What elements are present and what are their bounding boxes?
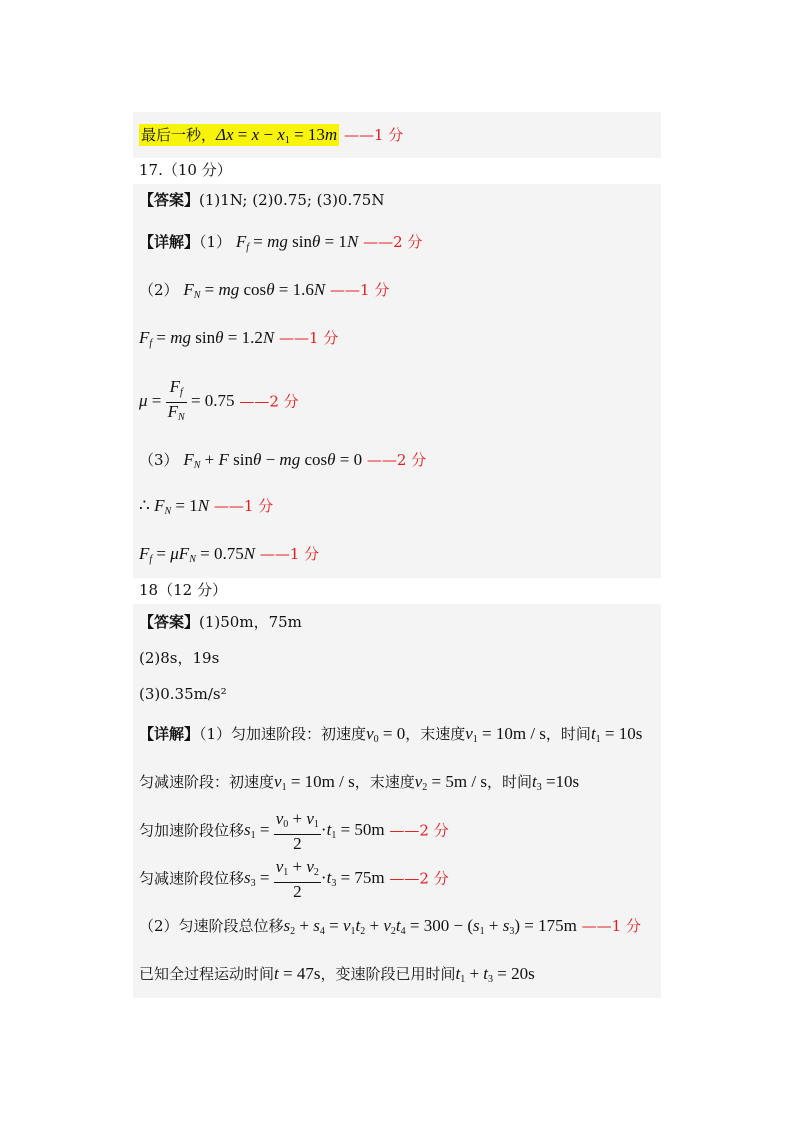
q16-score: ——1 分: [343, 126, 404, 144]
q17-answer-tag: 【答案】: [139, 191, 200, 209]
q18-d2-mid1: ，末速度: [354, 773, 415, 791]
q17-score-5: ——2 分: [366, 451, 427, 469]
q18-detail-6: [139, 964, 535, 990]
q17-score-2: ——1 分: [330, 281, 390, 299]
q17-part3-prefix: （3）: [139, 451, 179, 469]
q18-t1: $t_1 = 10s$: [590, 724, 643, 745]
q18-answer-1-text: (1)50m，75m: [199, 613, 302, 631]
q18-score-3: ——2 分: [389, 821, 449, 840]
q18-s2s4-eq: $s_2 + s_4 = v_1t_2 + v_2t_4 = 300 - (s_1 + s_3) = 175m$: [283, 916, 577, 937]
q17-detail-7: [139, 544, 319, 570]
q17-detail-6: [139, 496, 273, 522]
q17-detail-1: [139, 232, 422, 258]
q18-answer-3: (3)0.35m/s²: [139, 685, 227, 703]
q18-d2-prefix: 匀减速阶段：初速度: [139, 773, 275, 791]
q17-eq4: μ = $\frac{F_f}{F_N}$ = 0.75: [139, 377, 235, 423]
q18-v0: $v_0 = 0$: [366, 724, 406, 745]
q18-d1-mid2: ，时间: [545, 725, 591, 743]
q17-header: 17.（10 分）: [139, 161, 232, 179]
q17-eq5: $F_N + F$ sinθ − mg cosθ = 0: [183, 450, 363, 471]
q18-detail-tag: 【详解】: [139, 725, 200, 743]
q18-d1-prefix: （1）匀加速阶段：初速度: [199, 725, 367, 743]
q17-detail-tag: 【详解】: [139, 233, 200, 251]
q18-t1t3: $t_1 + t_3 = 20s$: [455, 964, 535, 985]
q18-s3-eq: $s_3$ = $\frac{v_1 + v_2}{2}$ $\cdot t_3 = 75m$: [244, 857, 385, 901]
q18-detail-5: [139, 916, 641, 942]
q18-t3: $t_3 =10s$: [531, 772, 580, 793]
q18-v2: $v_2 = 5m / s$: [414, 772, 487, 793]
q17-score-4: ——2 分: [239, 392, 299, 411]
q17-score-6: ——1 分: [213, 497, 274, 515]
q18-score-5: ——1 分: [581, 917, 641, 935]
q18-t-total: t = 47s: [274, 964, 321, 983]
q18-answer-tag: 【答案】: [139, 613, 200, 631]
q17-eq3: $F_f$ = mg sinθ = 1.2N: [139, 328, 275, 349]
q17-score-1: ——2 分: [363, 233, 423, 251]
q18-v1: $v_1 = 10m / s$: [465, 724, 546, 745]
q18-d3-prefix: 匀加速阶段位移: [139, 821, 245, 840]
q18-d6-prefix: 已知全过程运动时间: [139, 965, 275, 983]
q17-eq6: ∴ $F_N = 1N$: [139, 496, 210, 517]
q17-eq2: $F_N$ = mg cosθ = 1.6N: [183, 280, 326, 301]
q18-detail-1: [139, 724, 642, 750]
q17-eq1: $F_f$ = mg sinθ = 1N: [235, 232, 359, 253]
q18-v1b: $v_1 = 10m / s$: [274, 772, 355, 793]
q17-part2-prefix: （2）: [139, 281, 179, 299]
q18-answer-1: [139, 612, 302, 632]
q18-d6-mid: ，变速阶段已用时间: [320, 965, 456, 983]
q18-d2-mid2: ，时间: [486, 773, 532, 791]
q18-s1-eq: $s_1$ = $\frac{v_0 + v_1}{2}$ $\cdot t_1 = 50m$: [244, 809, 385, 853]
q17-detail-2: [139, 280, 389, 306]
q17-score-3: ——1 分: [278, 329, 339, 347]
q17-score-7: ——1 分: [259, 545, 320, 563]
q16-label: 最后一秒，: [141, 126, 217, 144]
q18-d1-mid1: ，末速度: [405, 725, 466, 743]
q18-header: 18（12 分）: [139, 581, 227, 599]
q17-part1-prefix: （1）: [199, 233, 232, 251]
q18-detail-2: [139, 772, 579, 798]
q18-detail-4: [139, 858, 449, 904]
q17-eq7: $F_f = \mu F_N = 0.75N$: [139, 544, 256, 565]
q18-d4-prefix: 匀减速阶段位移: [139, 869, 245, 888]
q18-d5-prefix: （2）匀速阶段总位移: [139, 917, 284, 935]
q16-last-second-line: [139, 125, 403, 151]
q18-score-4: ——2 分: [389, 869, 449, 888]
q17-detail-3: [139, 328, 338, 354]
q17-answer: [139, 190, 384, 210]
q18-detail-3: [139, 810, 449, 856]
q16-equation: $\Delta x = x - x_1 = 13m$: [216, 125, 338, 146]
q18-answer-2: (2)8s，19s: [139, 649, 220, 667]
q17-detail-4: [139, 378, 299, 427]
q17-answer-text: (1)1N; (2)0.75; (3)0.75N: [199, 191, 385, 209]
q17-detail-5: [139, 450, 426, 476]
